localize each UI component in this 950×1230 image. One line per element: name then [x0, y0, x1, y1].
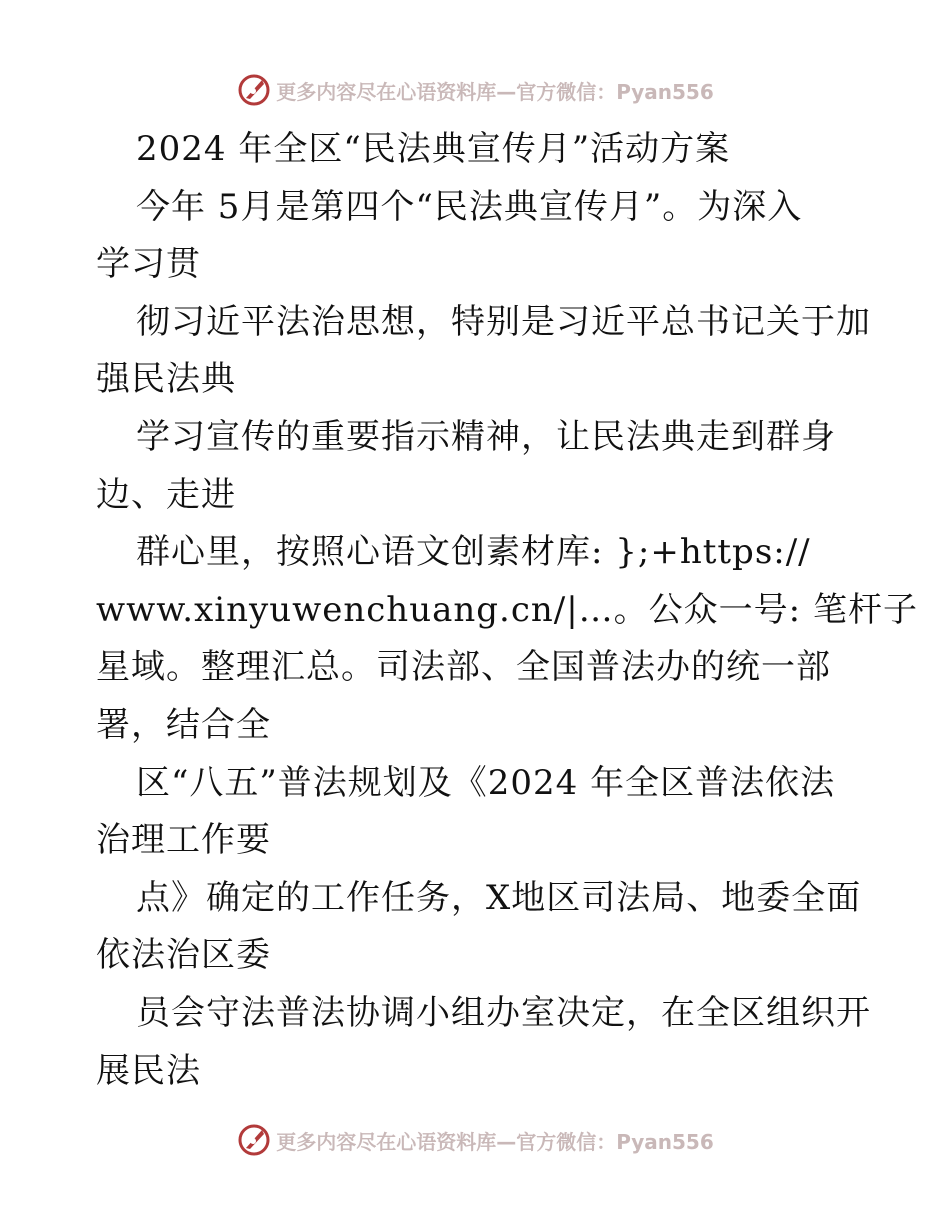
paragraph-line: 群心里，按照心语文创素材库: };+https://: [136, 532, 811, 573]
paragraph-line: 彻习近平法治思想，特别是习近平总书记关于加: [136, 301, 871, 342]
banner-text: [276, 1126, 714, 1155]
banner-text: [276, 76, 714, 105]
paragraph-line: 署，结合全: [96, 704, 271, 745]
document-title: 2024 年全区“民法典宣传月”活动方案: [136, 129, 731, 169]
paragraph-line: 边、走进: [96, 474, 236, 515]
banner-site-name: 更多内容尽在心语资料库: [276, 79, 497, 104]
quill-logo-icon: [236, 1122, 272, 1158]
paragraph-line: www.xinyuwenchuang.cn/|…。公众一号: 笔杆子: [96, 589, 918, 630]
footer-banner: [0, 1120, 950, 1160]
banner-wechat: 官方微信：Pyan556: [516, 79, 714, 104]
banner-separator: —: [496, 79, 517, 104]
paragraph-line: 今年 5月是第四个“民法典宣传月”。为深入: [136, 186, 803, 227]
document-body: [96, 121, 918, 1100]
paragraph-line: 员会守法普法协调小组办室决定，在全区组织开: [136, 992, 871, 1033]
header-banner: [0, 70, 950, 110]
banner-wechat: 官方微信：Pyan556: [516, 1129, 714, 1154]
quill-logo-icon: [236, 72, 272, 108]
banner-site-name: 更多内容尽在心语资料库: [276, 1129, 497, 1154]
paragraph-line: 星域。整理汇总。司法部、全国普法办的统一部: [96, 647, 831, 688]
banner-separator: —: [496, 1129, 517, 1154]
paragraph-line: 展民法: [96, 1050, 201, 1091]
paragraph-line: 治理工作要: [96, 820, 271, 861]
paragraph-line: 强民法典: [96, 359, 236, 400]
paragraph-line: 区“八五”普法规划及《2024 年全区普法依法: [136, 762, 836, 803]
paragraph-line: 学习宣传的重要指示精神，让民法典走到群身: [136, 416, 836, 457]
paragraph-line: 点》确定的工作任务，X地区司法局、地委全面: [136, 877, 862, 918]
paragraph-line: 依法治区委: [96, 935, 271, 976]
paragraph-line: 学习贯: [96, 244, 201, 285]
